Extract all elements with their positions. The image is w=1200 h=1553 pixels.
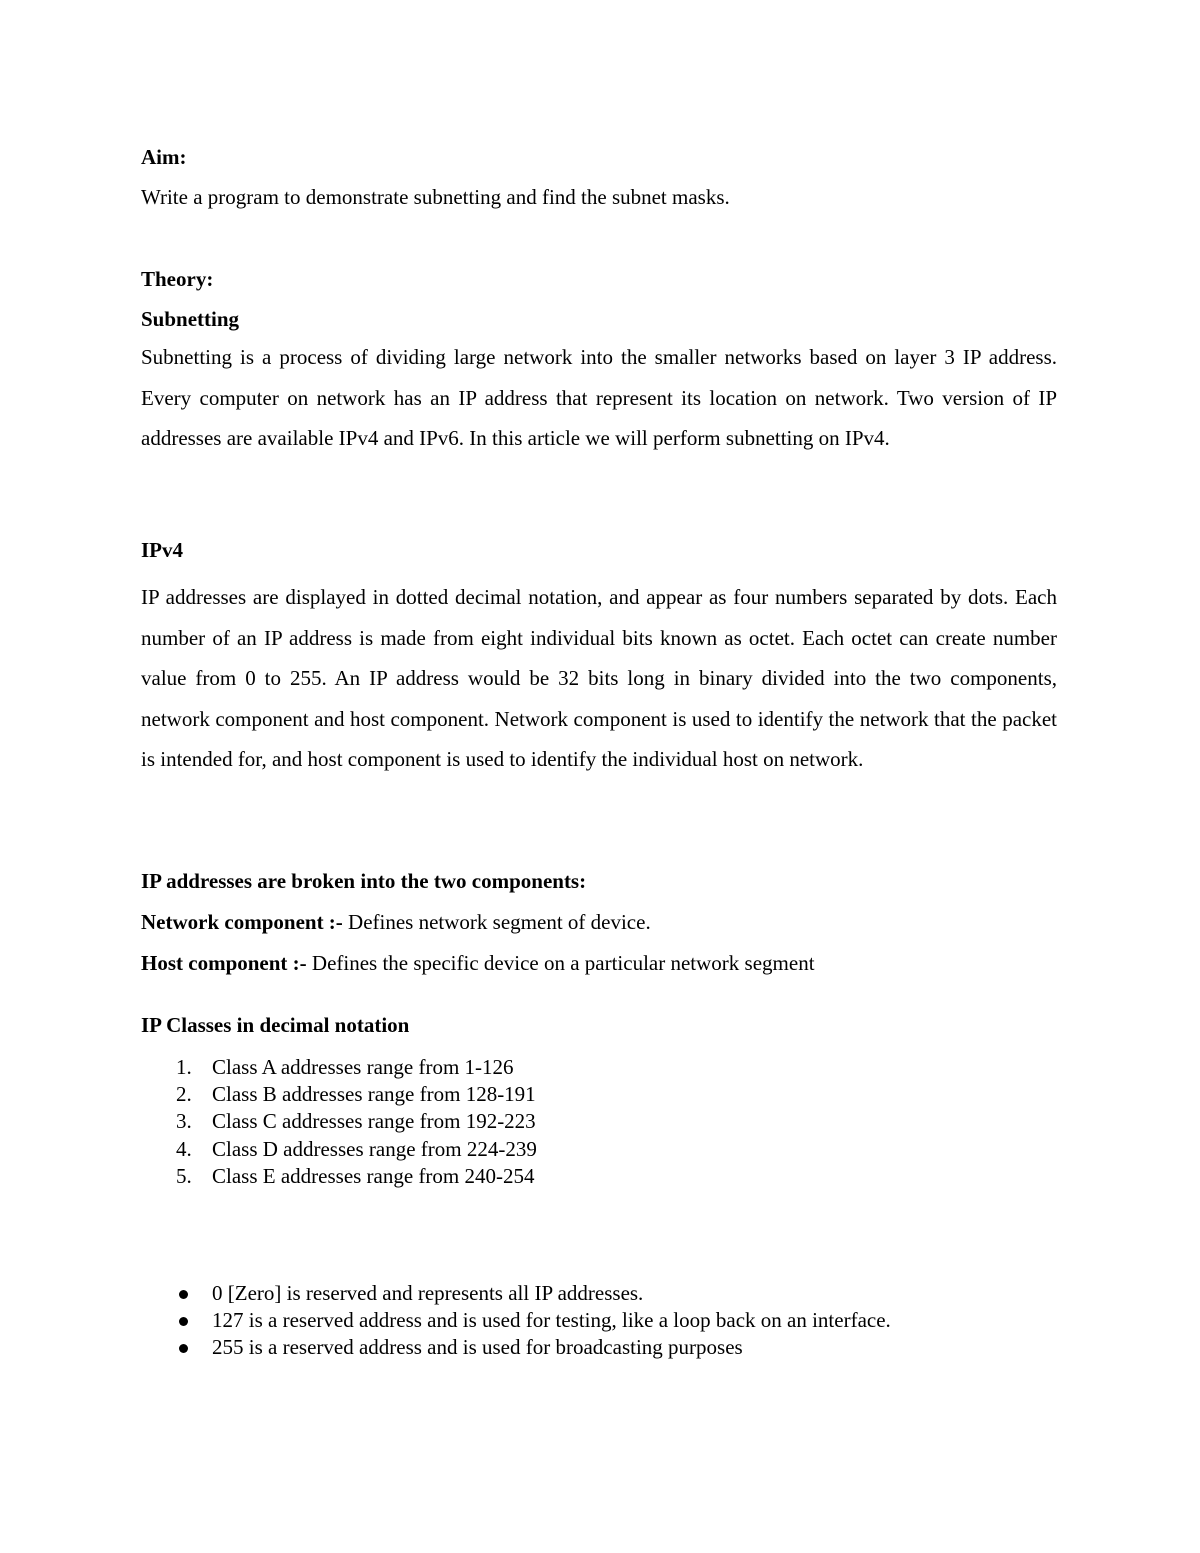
- components-heading: IP addresses are broken into the two components:: [141, 869, 587, 893]
- aim-text: Write a program to demonstrate subnetting and find the subnet masks.: [141, 185, 730, 209]
- ipv4-heading: IPv4: [141, 538, 183, 562]
- network-component-label: Network component :-: [141, 910, 343, 934]
- list-item-text: Class B addresses range from 128-191: [212, 1082, 536, 1107]
- aim-heading: Aim:: [141, 145, 187, 169]
- list-item-text: Class D addresses range from 224-239: [212, 1136, 537, 1161]
- list-number: 3.: [176, 1109, 192, 1134]
- list-item-text: Class A addresses range from 1-126: [212, 1055, 514, 1079]
- bullet-icon: [179, 1344, 188, 1353]
- list-number: 2.: [176, 1082, 192, 1107]
- network-component-line: [141, 908, 651, 936]
- bullet-icon: [179, 1290, 188, 1299]
- host-component-line: [141, 949, 815, 977]
- classes-heading: IP Classes in decimal notation: [141, 1013, 410, 1037]
- network-component-text: Defines network segment of device.: [342, 910, 651, 934]
- list-number: 4.: [176, 1136, 192, 1161]
- list-item-text: 255 is a reserved address and is used for broadcasting purposes: [212, 1335, 743, 1360]
- subnetting-heading: Subnetting: [141, 307, 240, 331]
- subnetting-paragraph: Subnetting is a process of dividing large network into the smaller networks based on layer 3 IP address. Every computer on network has an IP address that represent its location on network. Two version of IP addresses are available IPv4 and IPv6. In this article we will perform subnetting on IPv4.: [141, 345, 1057, 450]
- ipv4-paragraph: IP addresses are displayed in dotted decimal notation, and appear as four numbers separated by dots. Each number of an IP address is made from eight individual bits known as octet. Each octet can create number value from 0 to 255. An IP address would be 32 bits long in binary divided into the two components, network component and host component. Network component is used to identify the network that the packet is intended for, and host component is used to identify the individual host on network.: [141, 585, 1057, 771]
- list-item-text: Class E addresses range from 240-254: [212, 1163, 535, 1188]
- bullet-icon: [179, 1317, 188, 1326]
- list-item-text: Class C addresses range from 192-223: [212, 1109, 536, 1134]
- theory-heading: Theory:: [141, 267, 214, 291]
- host-component-label: Host component :-: [141, 951, 307, 975]
- host-component-text: Defines the specific device on a particular network segment: [306, 951, 815, 975]
- list-number: 5.: [176, 1163, 192, 1188]
- list-item-text: 127 is a reserved address and is used for testing, like a loop back on an interface.: [212, 1308, 891, 1333]
- list-item-text: 0 [Zero] is reserved and represents all IP addresses.: [212, 1281, 644, 1305]
- list-number: 1.: [176, 1055, 192, 1079]
